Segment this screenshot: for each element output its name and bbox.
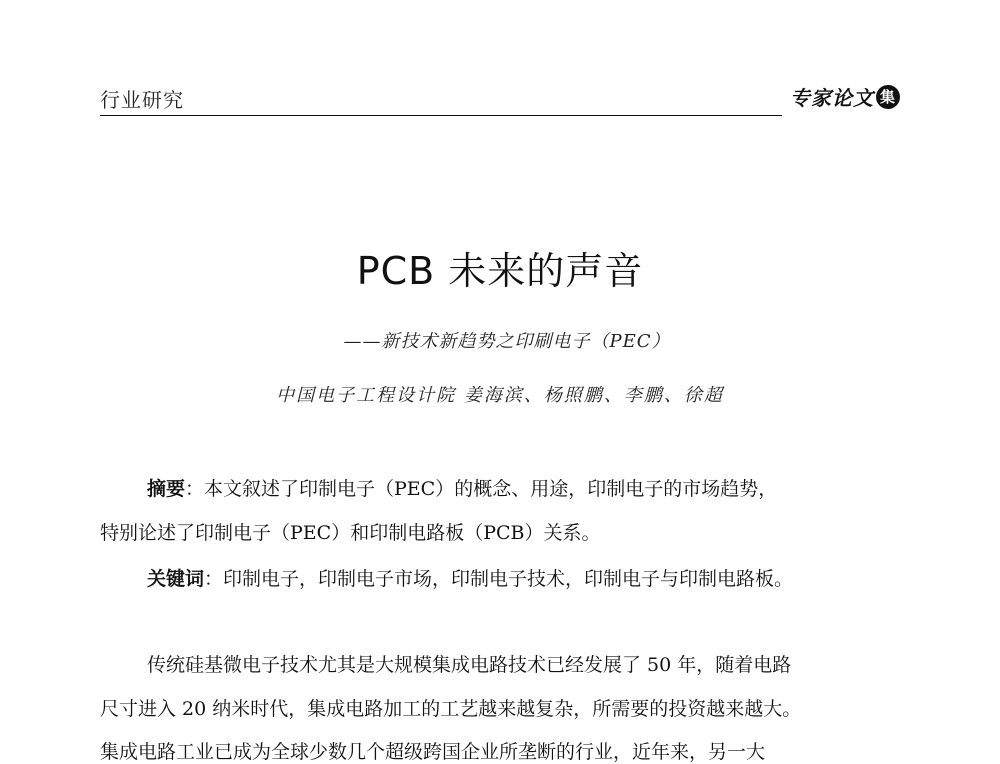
article-authors: 中国电子工程设计院 姜海滨、杨照鹏、李鹏、徐超: [276, 385, 724, 406]
column-label: [790, 82, 900, 111]
column-badge-icon: 集: [876, 85, 900, 109]
section-label: 行业研究: [100, 88, 184, 112]
body-line-1: 传统硅基微电子技术尤其是大规模集成电路技术已经发展了 50 年，随着电路: [147, 654, 792, 676]
keywords-label: 关键词: [147, 568, 205, 590]
abstract-label: 摘要: [147, 478, 186, 500]
column-label-text: 专家论文: [790, 86, 874, 110]
abstract-text-1: ：本文叙述了印制电子（PEC）的概念、用途，印制电子的市场趋势，: [185, 478, 778, 500]
abstract-line-2: 特别论述了印制电子（PEC）和印制电路板（PCB）关系。: [100, 522, 601, 544]
article-title: PCB 未来的声音: [356, 249, 644, 293]
article-subtitle: ——新技术新趋势之印刷电子（PEC）: [343, 331, 671, 352]
keywords-line: [100, 564, 910, 591]
body-line-2: 尺寸进入 20 纳米时代，集成电路加工的工艺越来越复杂，所需要的投资越来越大。: [100, 698, 802, 720]
header-rule: [100, 115, 782, 116]
body-line-3: 集成电路工业已成为全球少数几个超级跨国企业所垄断的行业，近年来，另一大: [100, 741, 766, 763]
keywords-text: ：印制电子，印制电子市场，印制电子技术，印制电子与印制电路板。: [204, 568, 794, 590]
abstract-line-1: [100, 474, 910, 501]
